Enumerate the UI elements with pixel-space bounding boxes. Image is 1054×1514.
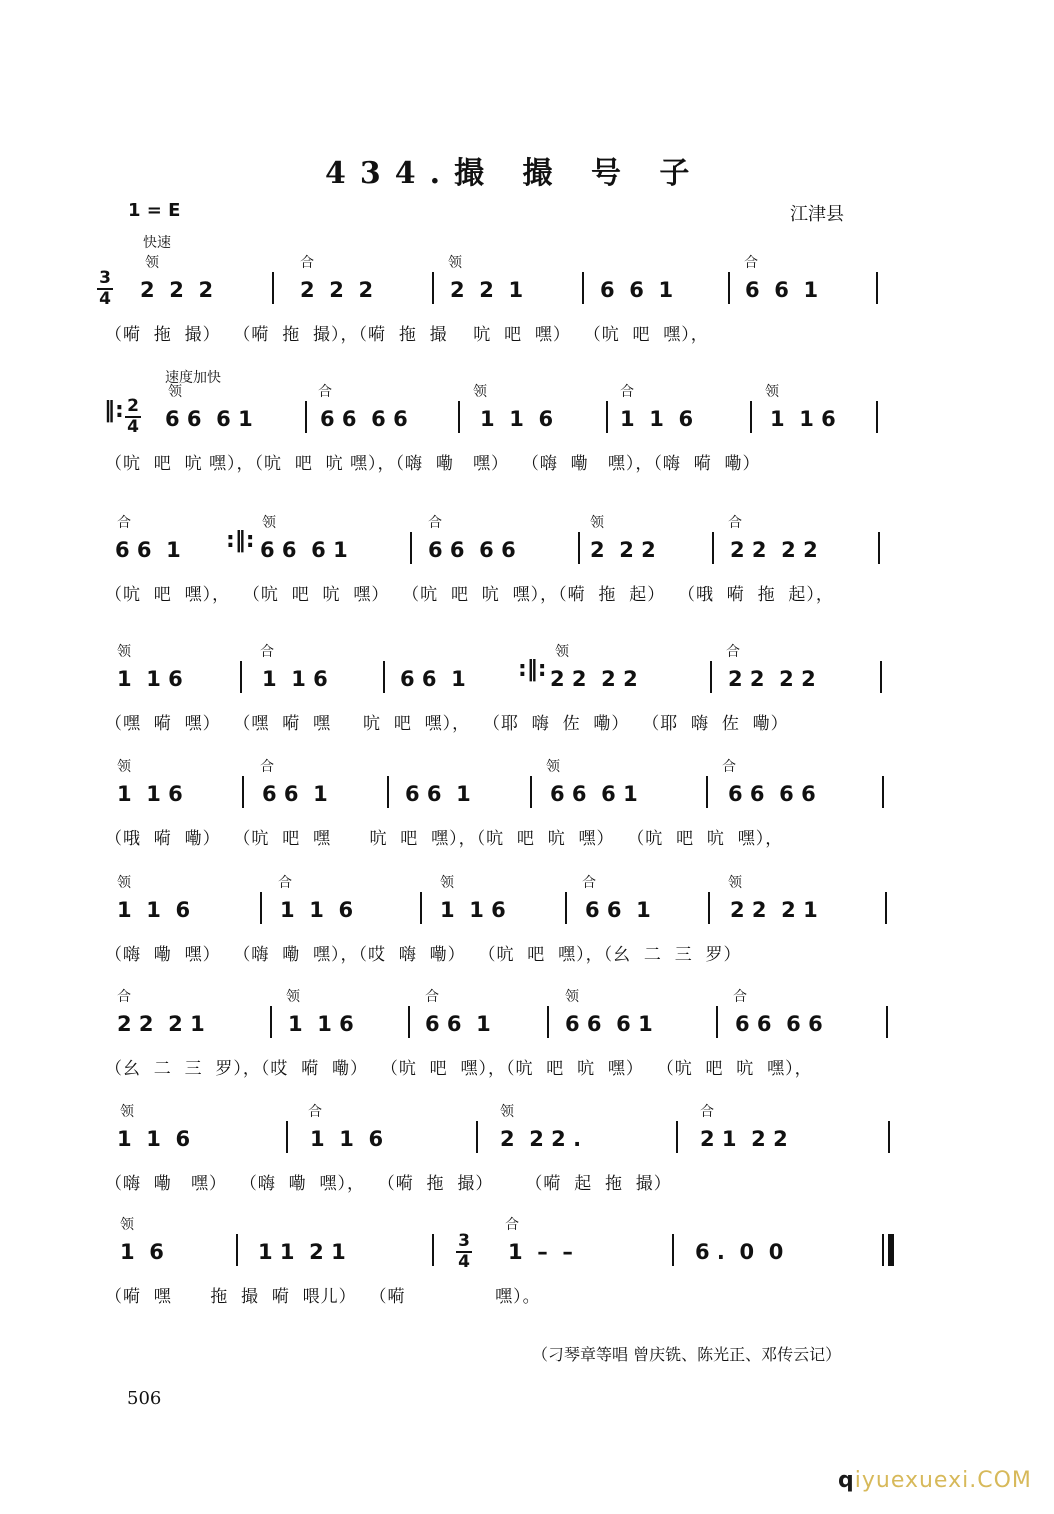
note-group: 6 6 6 6 [735, 1012, 823, 1036]
part-label: 合 [260, 644, 274, 660]
bar-line [387, 776, 389, 808]
bar-line [672, 1234, 674, 1266]
part-label: 领 [473, 384, 487, 400]
part-label: 领 [262, 515, 276, 531]
part-label: 合 [260, 759, 274, 775]
bar-line [710, 661, 712, 693]
bar-line [420, 892, 422, 924]
repeat-sign-icon: :‖: [226, 528, 255, 553]
bar-line [236, 1234, 238, 1266]
part-label: 领 [448, 255, 462, 271]
bar-line [547, 1006, 549, 1038]
bar-line [305, 401, 307, 433]
lyrics-line: （吭 吧 吭 嘿），（吭 吧 吭 嘿），（嗨 嘞 嘿） （嗨 嘞 嘿），（嗨 嗬 嘞） [105, 454, 761, 474]
bar-line [432, 272, 434, 304]
note-group: 2 2 2 1 [117, 1012, 205, 1036]
lyrics-line: （嗬 嘿 拖 撮 嗬 喂儿） （嗬 嘿）。 [105, 1287, 541, 1307]
part-label: 合 [308, 1104, 322, 1120]
bar-line [886, 1006, 888, 1038]
bar-line [240, 661, 242, 693]
lyrics-line: （嗨 嘞 嘿） （嗨 嘞 嘿）， （嗬 拖 撮） （嗬 起 拖 撮） [105, 1174, 672, 1194]
part-label: 合 [728, 515, 742, 531]
lyrics-line: （幺 二 三 罗），（哎 嗬 嘞） （吭 吧 嘿），（吭 吧 吭 嘿） （吭 吧 吭 嘿）， [105, 1059, 813, 1079]
part-label: 合 [744, 255, 758, 271]
note-group: 6 6 6 1 [550, 782, 638, 806]
bar-line [272, 272, 274, 304]
note-group: 2 2 2 1 [730, 898, 818, 922]
bar-line [676, 1121, 678, 1153]
part-label: 合 [117, 989, 131, 1005]
part-label: 领 [555, 644, 569, 660]
note-group: 6 6 6 6 [728, 782, 816, 806]
part-label: 合 [700, 1104, 714, 1120]
part-label: 合 [733, 989, 747, 1005]
bar-line [476, 1121, 478, 1153]
bar-line [880, 661, 882, 693]
note-group: 2 2 2 [590, 538, 656, 562]
part-label: 领 [117, 759, 131, 775]
part-label: 领 [120, 1217, 134, 1233]
part-label: 合 [505, 1217, 519, 1233]
time-sig-numerator: 3 [99, 268, 111, 288]
note-group: 6 . 0 0 [695, 1240, 784, 1264]
note-group: 6 6 1 [600, 278, 674, 302]
note-group: 1 1 6 [310, 1127, 384, 1151]
lyrics-line: （嗨 嘞 嘿） （嗨 嘞 嘿），（哎 嗨 嘞） （吭 吧 嘿），（幺 二 三 罗） [105, 945, 742, 965]
note-group: 6 6 6 6 [428, 538, 516, 562]
note-group: 2 2 2 2 [550, 667, 638, 691]
time-sig-denominator: 4 [99, 289, 111, 309]
bar-line [876, 401, 878, 433]
note-group: 6 6 1 [425, 1012, 491, 1036]
note-group: 1 1 6 [288, 1012, 354, 1036]
bar-line [750, 401, 752, 433]
note-group: 6 6 1 [115, 538, 181, 562]
note-group: 1 1 6 [280, 898, 354, 922]
part-label: 领 [765, 384, 779, 400]
part-label: 领 [145, 255, 159, 271]
note-group: 6 6 1 [400, 667, 466, 691]
part-label: 合 [722, 759, 736, 775]
bar-line [565, 892, 567, 924]
part-label: 领 [117, 644, 131, 660]
bar-line [888, 1121, 890, 1153]
bar-line [885, 892, 887, 924]
bar-line [432, 1234, 434, 1266]
bar-line [876, 272, 878, 304]
part-label: 合 [726, 644, 740, 660]
bar-line [882, 776, 884, 808]
lyrics-line: （嘿 嗬 嘿） （嘿 嗬 嘿 吭 吧 嘿）， （耶 嗨 佐 嘞） （耶 嗨 佐 嘞） [105, 714, 789, 734]
bar-line [458, 401, 460, 433]
time-sig-denominator: 4 [127, 417, 139, 437]
note-group: 6 6 1 [262, 782, 328, 806]
credit-line: （刁琴章等唱 曾庆铣、陈光正、邓传云记） [532, 1345, 842, 1364]
part-label: 合 [428, 515, 442, 531]
bar-line [578, 532, 580, 564]
bar-line [728, 272, 730, 304]
bar-line [708, 892, 710, 924]
bar-line [606, 401, 608, 433]
note-group: 1 1 6 [770, 407, 836, 431]
time-sig-denominator: 4 [458, 1252, 470, 1272]
note-group: 2 2 1 [450, 278, 524, 302]
final-bar-thick [888, 1234, 894, 1266]
note-group: 2 2 2 . [500, 1127, 582, 1151]
lyrics-line: （吭 吧 嘿）， （吭 吧 吭 嘿） （吭 吧 吭 嘿），（嗬 拖 起） （哦 嗬 拖 起）， [105, 585, 834, 605]
bar-line [706, 776, 708, 808]
note-group: 6 6 6 1 [165, 407, 253, 431]
lyrics-line: （哦 嗬 嘞） （吭 吧 嘿 吭 吧 嘿），（吭 吧 吭 嘿） （吭 吧 吭 嘿）， [105, 829, 784, 849]
bar-line [530, 776, 532, 808]
part-label: 领 [117, 875, 131, 891]
part-label: 领 [565, 989, 579, 1005]
bar-line [408, 1006, 410, 1038]
time-signature [125, 398, 141, 436]
note-group: 1 1 2 1 [258, 1240, 346, 1264]
part-label: 领 [590, 515, 604, 531]
repeat-start-icon: ‖: [104, 398, 124, 423]
time-sig-numerator: 2 [127, 396, 139, 416]
bar-line [716, 1006, 718, 1038]
note-group: 1 6 [120, 1240, 164, 1264]
watermark-text: iyuexuexi.COM [854, 1468, 1032, 1493]
time-signature [456, 1233, 472, 1271]
bar-line [270, 1006, 272, 1038]
song-origin: 江津县 [790, 204, 844, 225]
note-group: 6 6 1 [745, 278, 819, 302]
part-label: 合 [278, 875, 292, 891]
note-group: 1 – – [508, 1240, 573, 1264]
bar-line [878, 532, 880, 564]
note-group: 6 6 6 6 [320, 407, 408, 431]
note-group: 6 6 6 1 [260, 538, 348, 562]
bar-line [286, 1121, 288, 1153]
tempo-mark: 速度加快 [165, 370, 221, 386]
part-label: 合 [318, 384, 332, 400]
bar-line [242, 776, 244, 808]
final-bar-line [882, 1234, 884, 1266]
note-group: 2 2 2 2 [730, 538, 818, 562]
part-label: 领 [120, 1104, 134, 1120]
bar-line [582, 272, 584, 304]
part-label: 领 [286, 989, 300, 1005]
note-group: 6 6 1 [585, 898, 651, 922]
bar-line [383, 661, 385, 693]
part-label: 领 [168, 384, 182, 400]
part-label: 合 [582, 875, 596, 891]
part-label: 合 [300, 255, 314, 271]
note-group: 2 2 2 2 [728, 667, 816, 691]
note-group: 1 1 6 [262, 667, 328, 691]
note-group: 1 1 6 [117, 1127, 191, 1151]
page-number: 506 [127, 1388, 162, 1409]
part-label: 合 [620, 384, 634, 400]
time-signature [97, 270, 113, 308]
note-group: 2 2 2 [140, 278, 214, 302]
song-title: 434.撮 撮 号 子 [325, 156, 704, 191]
bar-line [260, 892, 262, 924]
note-group: 1 1 6 [440, 898, 506, 922]
note-group: 1 1 6 [480, 407, 554, 431]
note-group: 1 1 6 [620, 407, 694, 431]
part-label: 领 [440, 875, 454, 891]
repeat-sign-icon: :‖: [518, 657, 547, 682]
part-label: 领 [500, 1104, 514, 1120]
lyrics-line: （嗬 拖 撮） （嗬 拖 撮），（嗬 拖 撮 吭 吧 嘿） （吭 吧 嘿）， [105, 325, 709, 345]
tempo-mark: 快速 [143, 235, 171, 251]
key-signature: 1 = E [128, 200, 181, 221]
watermark [838, 1468, 1032, 1493]
bar-line [712, 532, 714, 564]
note-group: 6 6 1 [405, 782, 471, 806]
part-label: 领 [546, 759, 560, 775]
bar-line [410, 532, 412, 564]
note-group: 6 6 6 1 [565, 1012, 653, 1036]
note-group: 2 1 2 2 [700, 1127, 788, 1151]
part-label: 合 [117, 515, 131, 531]
note-group: 1 1 6 [117, 898, 191, 922]
time-sig-numerator: 3 [458, 1231, 470, 1251]
part-label: 领 [728, 875, 742, 891]
watermark-logo-icon: q [838, 1468, 855, 1493]
note-group: 1 1 6 [117, 667, 183, 691]
note-group: 1 1 6 [117, 782, 183, 806]
part-label: 合 [425, 989, 439, 1005]
note-group: 2 2 2 [300, 278, 374, 302]
